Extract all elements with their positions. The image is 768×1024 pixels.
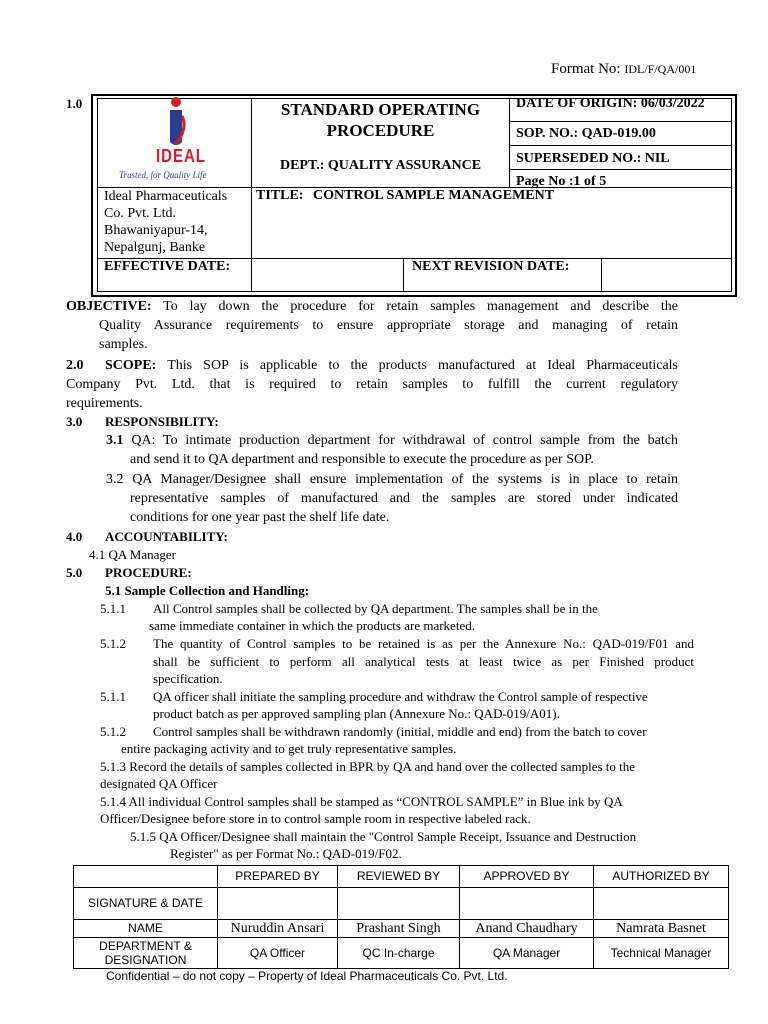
- sop-title: [252, 98, 509, 141]
- document-title: [256, 188, 554, 204]
- name-approved: Anand Chaudhary: [475, 921, 578, 936]
- page-number: Page No :1 of 5: [516, 174, 607, 187]
- scope-line3: requirements.: [66, 396, 143, 411]
- scope-label: SCOPE:: [105, 358, 157, 373]
- objective-label: OBJECTIVE:: [66, 299, 152, 314]
- row-signature-date: SIGNATURE & DATE: [88, 896, 203, 910]
- header-prepared-by: PREPARED BY: [235, 869, 320, 883]
- row-dept-label-2: DESIGNATION: [104, 953, 187, 967]
- header-approved-by: APPROVED BY: [483, 869, 570, 883]
- row-name-label: NAME: [128, 921, 163, 935]
- logo-tagline: Trusted, for Quality Life: [119, 170, 207, 180]
- logo-text: IDEAL: [156, 145, 206, 168]
- step-5-1-1b-num: 5.1.1: [100, 689, 126, 704]
- step-5-1-4-line2: Officer/Designee before store in to control sample room in respective labeled rack.: [100, 811, 531, 826]
- row-dept-label-1: DEPARTMENT &: [99, 939, 192, 953]
- responsibility-item2-text: QA Manager/Designee shall ensure implementation of the systems is in place to retain: [132, 472, 679, 487]
- section-number-1: 1.0: [66, 96, 83, 111]
- responsibility-item1-line2: and send it to QA department and responsible to execute the procedure as per SOP.: [130, 452, 594, 467]
- responsibility-item1-line1: [106, 431, 678, 450]
- step-5-1-1-line1: All Control samples shall be collected by QA department. The samples shall be in the: [153, 601, 598, 616]
- company-address-line1: Bhawaniyapur-14,: [104, 223, 208, 238]
- designation-authorized: Technical Manager: [610, 946, 712, 960]
- format-no-value: IDL/F/QA/001: [624, 62, 697, 76]
- sop-title-line2: PROCEDURE: [326, 121, 435, 140]
- step-5-1-2-num: 5.1.2: [100, 636, 126, 651]
- sop-number: SOP. NO.: QAD-019.00: [516, 126, 656, 141]
- format-no-label: Format No:: [551, 61, 621, 77]
- step-5-1-3-line1: 5.1.3 Record the details of samples collected in BPR by QA and hand over the collected samples to the: [100, 759, 636, 774]
- step-5-1-2b-num: 5.1.2: [100, 724, 126, 739]
- objective-line2: Quality Assurance requirements to ensure appropriate storage and managing of retain: [99, 318, 678, 333]
- objective-line1: [66, 297, 678, 316]
- step-5-1-1b-line1: QA officer shall initiate the sampling procedure and withdraw the Control sample of respective: [153, 689, 648, 704]
- company-address: [104, 188, 227, 256]
- name-reviewed: Prashant Singh: [356, 921, 441, 936]
- step-5-1-4-line1: 5.1.4 All individual Control samples shall be stamped as “CONTROL SAMPLE” in Blue ink by QA: [100, 794, 623, 809]
- scope-number: 2.0: [66, 358, 84, 373]
- procedure-heading: PROCEDURE:: [105, 565, 192, 580]
- step-5-1-1b-line2: product batch as per approved sampling plan (Annexure No.: QAD-019/A01).: [153, 706, 560, 721]
- next-revision-label: NEXT REVISION DATE:: [412, 259, 570, 274]
- procedure-subheading: 5.1 Sample Collection and Handling:: [105, 583, 310, 598]
- name-prepared: Nuruddin Ansari: [230, 921, 325, 936]
- company-name-2: Co. Pvt. Ltd.: [104, 206, 176, 221]
- step-5-1-5-line2: Register" as per Format No.: QAD-019/F02.: [170, 846, 402, 861]
- scope-line2: Company Pvt. Ltd. that is required to retain samples to fulfill the current regulatory: [66, 377, 678, 392]
- date-of-origin: DATE OF ORIGIN: 06/03/2022: [516, 96, 705, 111]
- confidential-footer: Confidential – do not copy – Property of Ideal Pharmaceuticals Co. Pvt. Ltd.: [106, 969, 508, 983]
- step-5-1-2-line3: specification.: [153, 671, 223, 686]
- designation-reviewed: QC In-charge: [362, 946, 435, 960]
- objective-text1: To lay down the procedure for retain samples management and describe the: [163, 299, 679, 314]
- responsibility-item2-num: 3.2: [106, 472, 124, 487]
- step-5-1-3-line2: designated QA Officer: [100, 776, 218, 791]
- company-name: Ideal Pharmaceuticals: [104, 189, 228, 204]
- responsibility-heading: RESPONSIBILITY:: [105, 414, 219, 429]
- responsibility-number: 3.0: [66, 414, 83, 429]
- dept-label: DEPT.: QUALITY ASSURANCE: [279, 158, 482, 173]
- responsibility-item2-line2: representative samples of manufactured and the samples are stored under indicated: [130, 491, 678, 506]
- procedure-number: 5.0: [66, 565, 83, 580]
- company-address-line2: Nepalgunj, Banke: [104, 240, 206, 255]
- step-5-1-2b-line1: Control samples shall be withdrawn randomly (initial, middle and end) from the batch to cover: [153, 724, 647, 739]
- responsibility-item2-line1: [106, 470, 678, 489]
- step-5-1-2b-line2: entire packaging activity and to get truly representative samples.: [121, 741, 457, 756]
- objective-line3: samples.: [99, 337, 148, 352]
- step-5-1-2-line1: The quantity of Control samples to be retained is as per the Annexure No.: QAD-019/F01 and: [153, 636, 694, 651]
- title-label: TITLE:: [256, 188, 304, 203]
- scope-text1: This SOP is applicable to the products manufactured at Ideal Pharmaceuticals: [167, 358, 678, 373]
- responsibility-item1-num: 3.1: [106, 433, 124, 448]
- header-reviewed-by: REVIEWED BY: [356, 869, 441, 883]
- effective-date-label: EFFECTIVE DATE:: [104, 259, 231, 274]
- header-authorized-by: AUTHORIZED BY: [612, 869, 710, 883]
- designation-approved: QA Manager: [492, 946, 561, 960]
- scope-line1: [105, 356, 678, 375]
- responsibility-item2-line3: conditions for one year past the shelf life date.: [130, 510, 390, 525]
- step-5-1-5-line1: 5.1.5 QA Officer/Designee shall maintain the "Control Sample Receipt, Issuance and Destruction: [130, 829, 637, 844]
- name-authorized: Namrata Basnet: [616, 921, 706, 936]
- designation-prepared: QA Officer: [249, 946, 306, 960]
- step-5-1-2-line2: shall be sufficient to perform all analytical tests at least twice as per Finished product: [153, 654, 694, 669]
- format-no: [551, 61, 696, 78]
- title-value: CONTROL SAMPLE MANAGEMENT: [312, 188, 555, 203]
- step-5-1-1-num: 5.1.1: [100, 601, 126, 616]
- step-5-1-1-line2: same immediate container in which the products are marketed.: [149, 618, 475, 633]
- responsibility-item1-text: QA: To intimate production department for withdrawal of control sample from the batch: [131, 433, 678, 448]
- page-number-clip: [516, 170, 730, 187]
- accountability-heading: ACCOUNTABILITY:: [105, 529, 228, 544]
- accountability-item1: 4.1 QA Manager: [89, 547, 177, 562]
- accountability-number: 4.0: [66, 529, 83, 544]
- superseded-number: SUPERSEDED NO.: NIL: [516, 151, 670, 166]
- sop-title-line1: STANDARD OPERATING: [280, 100, 481, 119]
- row-dept-designation: [74, 939, 217, 968]
